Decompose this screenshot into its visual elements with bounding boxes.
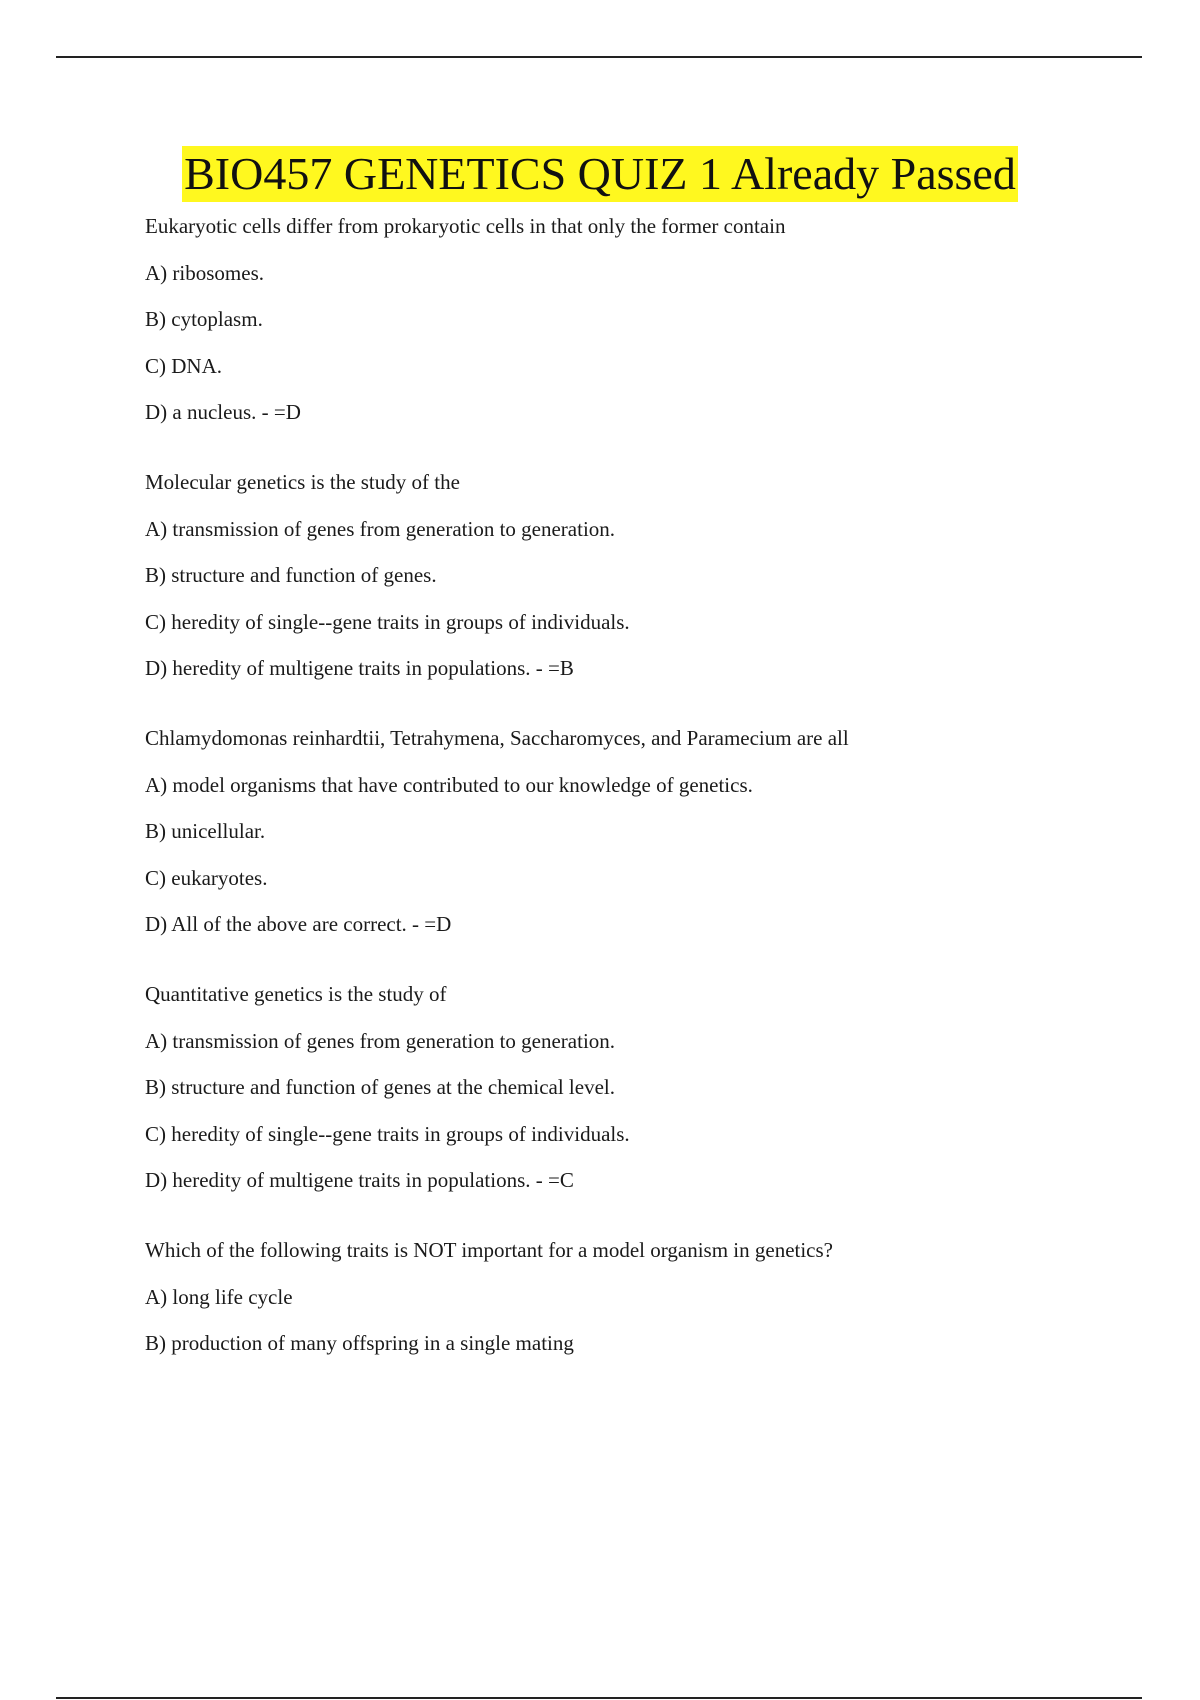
top-rule [56, 56, 1142, 58]
answer-option: D) heredity of multigene traits in populations. - =C [145, 1168, 574, 1192]
quiz-content [145, 214, 1145, 1401]
question-2 [145, 470, 1145, 680]
title-block [0, 146, 1200, 202]
answer-option: C) eukaryotes. [145, 865, 268, 890]
bottom-rule [56, 1697, 1142, 1699]
answer-option: B) cytoplasm. [145, 307, 263, 331]
answer-option: D) a nucleus. - =D [145, 400, 301, 424]
question-stem: Which of the following traits is NOT important for a model organism in genetics? [145, 1238, 833, 1262]
question-stem: Chlamydomonas reinhardtii, Tetrahymena, Saccharomyces, and Paramecium are all [145, 726, 849, 750]
question-4 [145, 982, 1145, 1192]
answer-option: C) heredity of single--gene traits in groups of individuals. [145, 609, 630, 634]
question-stem: Eukaryotic cells differ from prokaryotic cells in that only the former contain [145, 214, 786, 238]
question-5 [145, 1238, 1145, 1355]
answer-option: C) DNA. [145, 353, 222, 378]
answer-option: A) ribosomes. [145, 260, 264, 285]
question-1 [145, 214, 1145, 424]
answer-option: B) unicellular. [145, 819, 266, 843]
answer-option: A) long life cycle [145, 1284, 293, 1309]
answer-option: A) model organisms that have contributed to our knowledge of genetics. [145, 772, 753, 797]
answer-option: D) All of the above are correct. - =D [145, 912, 452, 936]
answer-option: B) structure and function of genes. [145, 563, 437, 587]
answer-option: B) production of many offspring in a single mating [145, 1331, 574, 1355]
answer-option: C) heredity of single--gene traits in groups of individuals. [145, 1121, 630, 1146]
question-stem: Quantitative genetics is the study of [145, 982, 447, 1006]
answer-option: A) transmission of genes from generation to generation. [145, 516, 616, 541]
answer-option: D) heredity of multigene traits in populations. - =B [145, 656, 574, 680]
answer-option: A) transmission of genes from generation to generation. [145, 1028, 616, 1053]
answer-option: B) structure and function of genes at the chemical level. [145, 1075, 615, 1099]
document-title: BIO457 GENETICS QUIZ 1 Already Passed [182, 146, 1018, 202]
question-3 [145, 726, 1145, 936]
question-stem: Molecular genetics is the study of the [145, 470, 460, 494]
